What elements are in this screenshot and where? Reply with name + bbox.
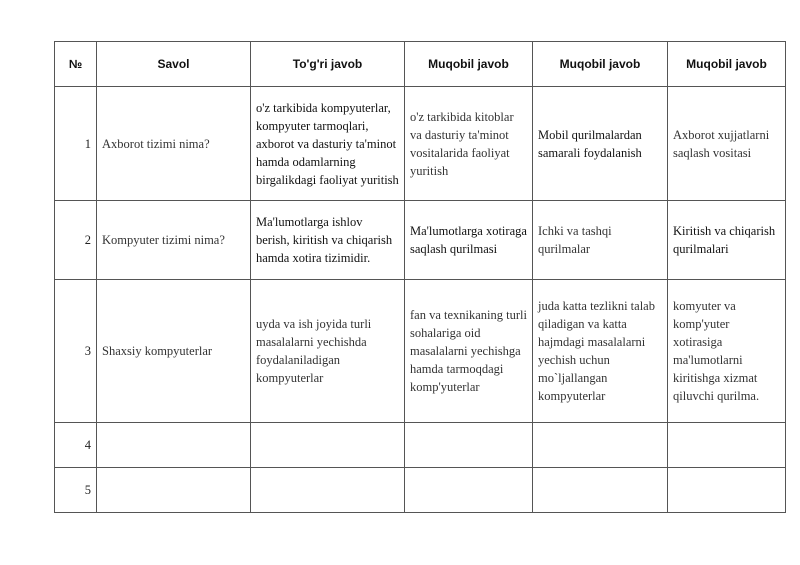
row-number: 5	[55, 468, 97, 513]
table-row	[55, 87, 786, 201]
alternative-answer-cell: Mobil qurilmalardan samarali foydalanish	[533, 87, 668, 201]
alternative-answer-cell	[405, 423, 533, 468]
alternative-answer-cell: o'z tarkibida kitoblar va dasturiy ta'minot vositalarida faoliyat yuritish	[405, 87, 533, 201]
alternative-answer-cell: komyuter va komp'yuter xotirasiga ma'lumotlarni kiritishga xizmat qiluvchi qurilma.	[668, 280, 786, 423]
row-number: 4	[55, 423, 97, 468]
row-number: 1	[55, 87, 97, 201]
alternative-answer-cell	[533, 468, 668, 513]
table-row	[55, 201, 786, 280]
question-cell: Shaxsiy kompyuterlar	[97, 280, 251, 423]
header-alternative-answer-3: Muqobil javob	[668, 42, 786, 87]
alternative-answer-cell	[668, 468, 786, 513]
correct-answer-cell	[251, 468, 405, 513]
table-row	[55, 468, 786, 513]
correct-answer-cell: Ma'lumotlarga ishlov berish, kiritish va chiqarish hamda xotira tizimidir.	[251, 201, 405, 280]
header-alternative-answer-1: Muqobil javob	[405, 42, 533, 87]
question-cell	[97, 423, 251, 468]
header-correct-answer: To'g'ri javob	[251, 42, 405, 87]
header-row	[55, 42, 786, 87]
quiz-table	[54, 41, 786, 513]
row-number: 2	[55, 201, 97, 280]
alternative-answer-cell: Kiritish va chiqarish qurilmalari	[668, 201, 786, 280]
header-question: Savol	[97, 42, 251, 87]
alternative-answer-cell	[668, 423, 786, 468]
header-alternative-answer-2: Muqobil javob	[533, 42, 668, 87]
header-number: №	[55, 42, 97, 87]
alternative-answer-cell: Ma'lumotlarga xotiraga saqlash qurilmasi	[405, 201, 533, 280]
correct-answer-cell: o'z tarkibida kompyuterlar, kompyuter tarmoqlari, axborot va dasturiy ta'minot hamda odamlarning birgalikdagi faoliyat yuritish	[251, 87, 405, 201]
alternative-answer-cell	[533, 423, 668, 468]
alternative-answer-cell: Axborot xujjatlarni saqlash vositasi	[668, 87, 786, 201]
correct-answer-cell: uyda va ish joyida turli masalalarni yechishda foydalaniladigan kompyuterlar	[251, 280, 405, 423]
question-cell: Axborot tizimi nima?	[97, 87, 251, 201]
row-number: 3	[55, 280, 97, 423]
question-cell: Kompyuter tizimi nima?	[97, 201, 251, 280]
question-cell	[97, 468, 251, 513]
correct-answer-cell	[251, 423, 405, 468]
alternative-answer-cell	[405, 468, 533, 513]
table-row	[55, 280, 786, 423]
alternative-answer-cell: Ichki va tashqi qurilmalar	[533, 201, 668, 280]
table-row	[55, 423, 786, 468]
alternative-answer-cell: juda katta tezlikni talab qiladigan va katta hajmdagi masalalarni yechish uchun mo`ljallangan kompyuterlar	[533, 280, 668, 423]
alternative-answer-cell: fan va texnikaning turli sohalariga oid masalalarni yechishga hamda tarmoqdagi komp'yuterlar	[405, 280, 533, 423]
